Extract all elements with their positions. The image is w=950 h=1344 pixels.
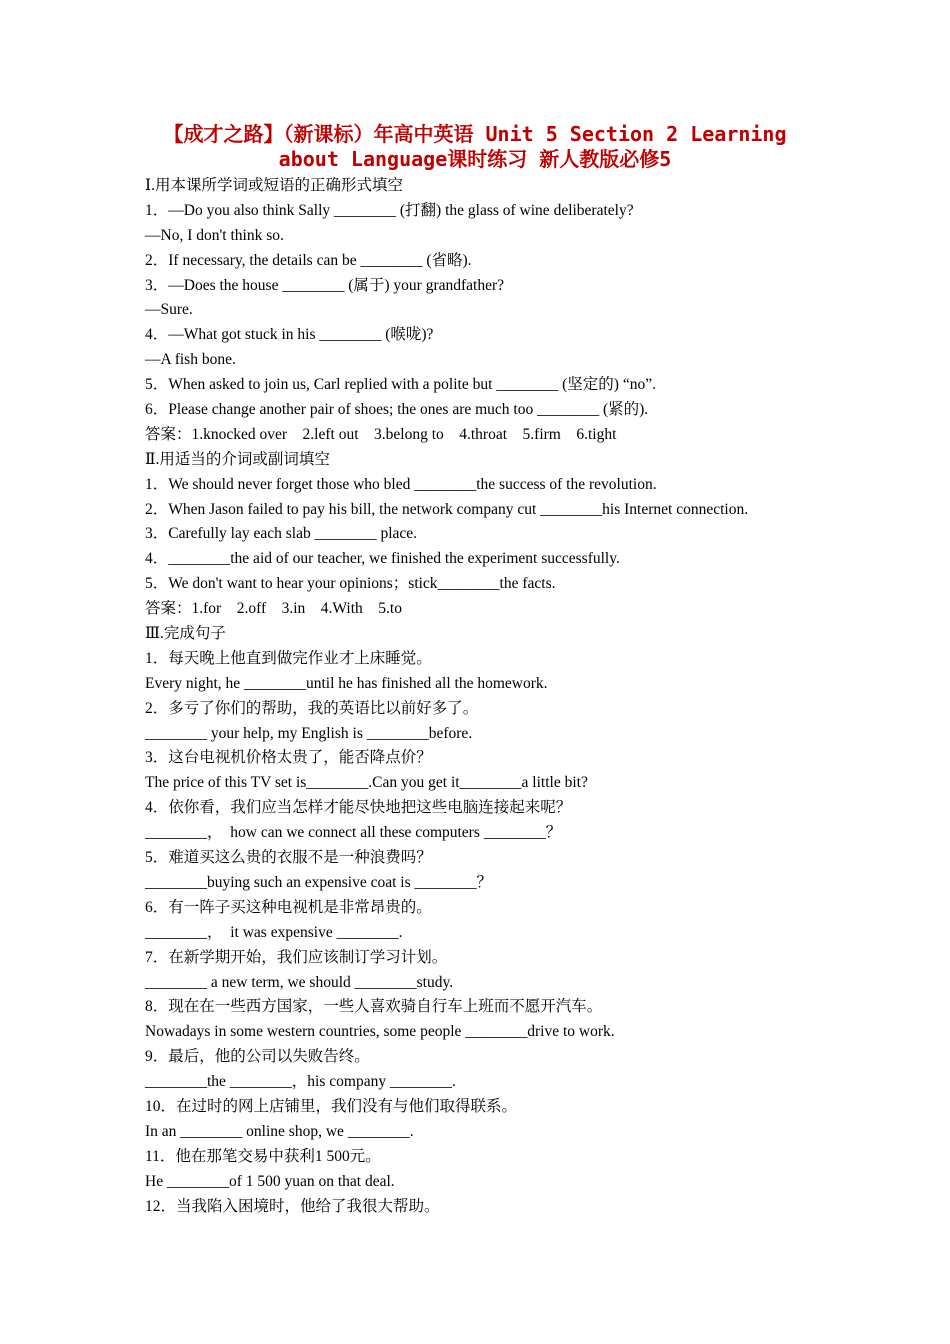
s1-q3-reply: —Sure.	[145, 301, 193, 319]
s3-q7-chinese: 7．在新学期开始，我们应该制订学习计划。	[145, 948, 448, 966]
s1-q3: 3．—Does the house ________ (属于) your grandfather?	[145, 276, 504, 294]
s3-q9-english: ________the ________，his company ________.	[145, 1073, 456, 1091]
s2-q3: 3．Carefully lay each slab ________ place.	[145, 525, 418, 543]
s3-q10-english: In an ________ online shop, we ________.	[145, 1122, 414, 1140]
s2-q5: 5．We don't want to hear your opinions；stick________the facts.	[145, 575, 556, 593]
s1-answers: 答案：1.knocked over 2.left out 3.belong to 4.throat 5.firm 6.tight	[145, 425, 617, 443]
s1-q5: 5．When asked to join us, Carl replied with a polite but ________ (坚定的) “no”.	[145, 376, 656, 394]
s1-q1: 1．—Do you also think Sally ________ (打翻) the glass of wine deliberately?	[145, 201, 634, 219]
s3-q8-chinese: 8．现在在一些西方国家，一些人喜欢骑自行车上班而不愿开汽车。	[145, 998, 603, 1016]
s3-q4-english: ________， how can we connect all these computers ________？	[145, 824, 562, 842]
s3-q9-chinese: 9．最后，他的公司以失败告终。	[145, 1048, 370, 1066]
s3-q7-english: ________ a new term, we should ________study.	[145, 973, 454, 991]
s3-q10-chinese: 10．在过时的网上店铺里，我们没有与他们取得联系。	[145, 1097, 518, 1115]
s3-q12-chinese: 12．当我陷入困境时，他给了我很大帮助。	[145, 1197, 440, 1215]
title-line-1: 【成才之路】（新课标）年高中英语 Unit 5 Section 2 Learning	[163, 122, 787, 146]
document-body	[145, 174, 845, 1219]
s3-q6-english: ________， it was expensive ________.	[145, 923, 403, 941]
s3-q2-english: ________ your help, my English is ________before.	[145, 724, 473, 742]
s3-q5-english: ________buying such an expensive coat is ________？	[145, 873, 492, 891]
s3-q11-chinese: 11．他在那笔交易中获利1 500元。	[145, 1147, 381, 1165]
s3-q4-chinese: 4．依你看，我们应当怎样才能尽快地把这些电脑连接起来呢？	[145, 799, 572, 817]
s3-q2-chinese: 2．多亏了你们的帮助，我的英语比以前好多了。	[145, 699, 479, 717]
s3-q8-english: Nowadays in some western countries, some people ________drive to work.	[145, 1023, 615, 1041]
s3-q1-english: Every night, he ________until he has finished all the homework.	[145, 674, 548, 692]
s1-q2: 2．If necessary, the details can be ________ (省略).	[145, 251, 472, 269]
s3-q11-english: He ________of 1 500 yuan on that deal.	[145, 1172, 395, 1190]
s3-q1-chinese: 1．每天晚上他直到做完作业才上床睡觉。	[145, 649, 432, 667]
s2-q4: 4．________the aid of our teacher, we finished the experiment successfully.	[145, 550, 620, 568]
s3-q5-chinese: 5．难道买这么贵的衣服不是一种浪费吗？	[145, 849, 432, 867]
s1-q1-reply: —No, I don't think so.	[145, 226, 284, 244]
s1-q4-reply: —A fish bone.	[145, 351, 236, 369]
s1-q6: 6．Please change another pair of shoes; the ones are much too ________ (紧的).	[145, 401, 649, 419]
s3-q3-chinese: 3．这台电视机价格太贵了，能否降点价？	[145, 749, 432, 767]
s3-q3-english: The price of this TV set is________.Can you get it________a little bit?	[145, 774, 588, 792]
section-2-heading: Ⅱ.用适当的介词或副词填空	[145, 450, 330, 468]
s1-q4: 4．—What got stuck in his ________ (喉咙)?	[145, 326, 434, 344]
s3-q6-chinese: 6．有一阵子买这种电视机是非常昂贵的。	[145, 898, 432, 916]
title-line-2: about Language课时练习 新人教版必修5	[278, 147, 672, 171]
document-title	[100, 122, 850, 172]
s2-answers: 答案：1.for 2.off 3.in 4.With 5.to	[145, 600, 402, 618]
s2-q2: 2．When Jason failed to pay his bill, the network company cut ________his Internet connection.	[145, 500, 749, 518]
section-1-heading: Ⅰ.用本课所学词或短语的正确形式填空	[145, 177, 403, 194]
s2-q1: 1．We should never forget those who bled ________the success of the revolution.	[145, 475, 657, 493]
section-3-heading: Ⅲ.完成句子	[145, 625, 226, 643]
